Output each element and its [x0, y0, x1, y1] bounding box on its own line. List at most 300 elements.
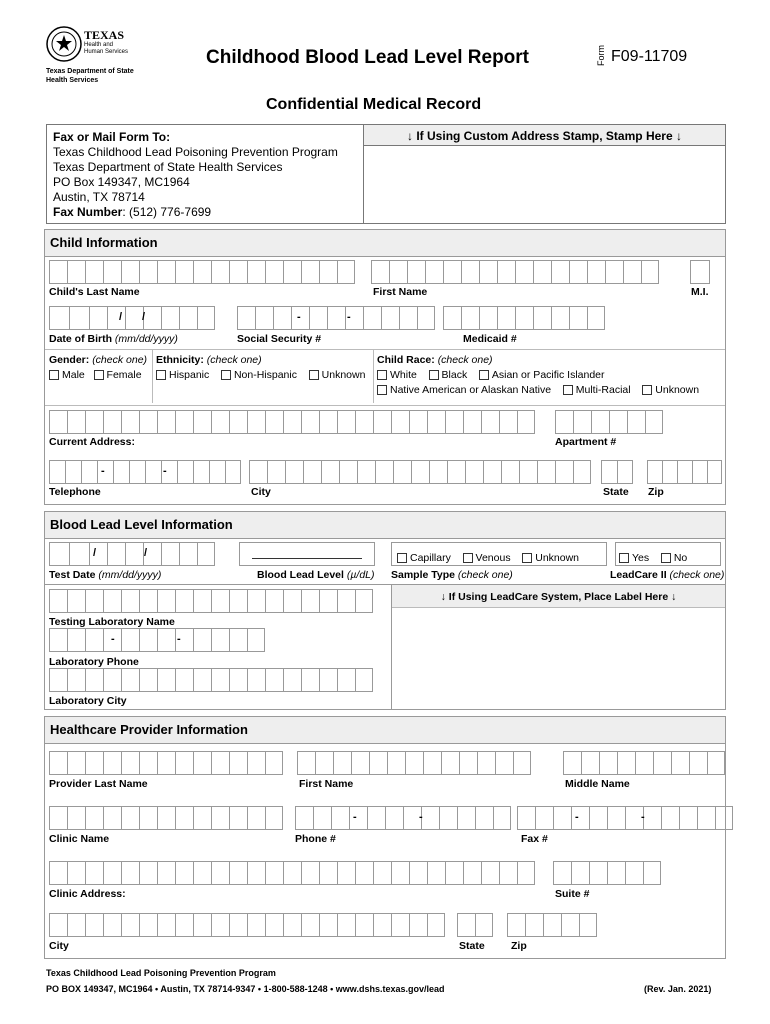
character-box[interactable]	[493, 806, 511, 830]
character-box[interactable]	[255, 306, 273, 330]
character-box[interactable]	[561, 913, 579, 937]
character-box[interactable]	[211, 410, 229, 434]
character-box[interactable]	[571, 806, 589, 830]
character-box[interactable]	[481, 861, 499, 885]
black-checkbox[interactable]	[429, 370, 439, 380]
character-box[interactable]	[211, 806, 229, 830]
character-box[interactable]	[265, 751, 283, 775]
character-box[interactable]	[417, 306, 435, 330]
character-box[interactable]	[103, 410, 121, 434]
character-box[interactable]	[391, 861, 409, 885]
character-box[interactable]	[69, 542, 89, 566]
character-box[interactable]	[113, 460, 129, 484]
character-box[interactable]	[67, 260, 85, 284]
character-box[interactable]	[515, 260, 533, 284]
clinic-phone-boxes[interactable]	[295, 806, 511, 830]
character-box[interactable]	[229, 806, 247, 830]
character-box[interactable]	[337, 410, 355, 434]
character-box[interactable]	[265, 260, 283, 284]
character-box[interactable]	[49, 460, 65, 484]
character-box[interactable]	[125, 306, 146, 330]
character-box[interactable]	[121, 260, 139, 284]
character-box[interactable]	[443, 260, 461, 284]
capillary-checkbox[interactable]	[397, 553, 407, 563]
test-date-boxes[interactable]	[49, 542, 215, 566]
leadcare-yes-checkbox[interactable]	[619, 553, 629, 563]
lab-city-boxes[interactable]	[49, 668, 373, 692]
character-box[interactable]	[385, 806, 403, 830]
character-box[interactable]	[319, 668, 337, 692]
character-box[interactable]	[551, 306, 569, 330]
character-box[interactable]	[175, 751, 193, 775]
character-box[interactable]	[589, 806, 607, 830]
character-box[interactable]	[265, 861, 283, 885]
character-box[interactable]	[337, 861, 355, 885]
character-box[interactable]	[375, 460, 393, 484]
character-box[interactable]	[319, 589, 337, 613]
character-box[interactable]	[89, 542, 107, 566]
character-box[interactable]	[349, 806, 367, 830]
female-checkbox[interactable]	[94, 370, 104, 380]
character-box[interactable]	[283, 913, 301, 937]
character-box[interactable]	[351, 751, 369, 775]
character-box[interactable]	[425, 260, 443, 284]
character-box[interactable]	[423, 751, 441, 775]
character-box[interactable]	[393, 460, 411, 484]
character-box[interactable]	[333, 751, 351, 775]
character-box[interactable]	[175, 806, 193, 830]
character-box[interactable]	[643, 806, 661, 830]
character-box[interactable]	[85, 589, 103, 613]
character-box[interactable]	[405, 751, 423, 775]
character-box[interactable]	[647, 460, 662, 484]
character-box[interactable]	[103, 260, 121, 284]
character-box[interactable]	[573, 410, 591, 434]
character-box[interactable]	[157, 806, 175, 830]
character-box[interactable]	[193, 806, 211, 830]
character-box[interactable]	[463, 861, 481, 885]
character-box[interactable]	[427, 410, 445, 434]
character-box[interactable]	[495, 751, 513, 775]
medicaid-boxes[interactable]	[443, 306, 605, 330]
character-box[interactable]	[67, 913, 85, 937]
character-box[interactable]	[229, 861, 247, 885]
character-box[interactable]	[411, 460, 429, 484]
male-checkbox[interactable]	[49, 370, 59, 380]
character-box[interactable]	[49, 806, 67, 830]
character-box[interactable]	[555, 410, 573, 434]
character-box[interactable]	[121, 589, 139, 613]
character-box[interactable]	[465, 460, 483, 484]
blood-lead-level-field[interactable]	[239, 542, 375, 566]
child-mi-box[interactable]	[690, 260, 710, 284]
character-box[interactable]	[267, 460, 285, 484]
character-box[interactable]	[447, 460, 465, 484]
character-box[interactable]	[193, 460, 209, 484]
ethnicity-unknown-checkbox[interactable]	[309, 370, 319, 380]
character-box[interactable]	[283, 861, 301, 885]
character-box[interactable]	[283, 668, 301, 692]
character-box[interactable]	[643, 861, 661, 885]
leadcare-no-checkbox[interactable]	[661, 553, 671, 563]
character-box[interactable]	[301, 410, 319, 434]
character-box[interactable]	[337, 913, 355, 937]
character-box[interactable]	[85, 628, 103, 652]
address-boxes[interactable]	[49, 410, 535, 434]
character-box[interactable]	[285, 460, 303, 484]
character-box[interactable]	[103, 668, 121, 692]
character-box[interactable]	[249, 460, 267, 484]
character-box[interactable]	[357, 460, 375, 484]
character-box[interactable]	[499, 861, 517, 885]
character-box[interactable]	[355, 410, 373, 434]
character-box[interactable]	[157, 861, 175, 885]
character-box[interactable]	[229, 751, 247, 775]
character-box[interactable]	[49, 913, 67, 937]
character-box[interactable]	[211, 589, 229, 613]
character-box[interactable]	[662, 460, 677, 484]
character-box[interactable]	[49, 751, 67, 775]
character-box[interactable]	[85, 806, 103, 830]
character-box[interactable]	[337, 668, 355, 692]
character-box[interactable]	[507, 913, 525, 937]
multi-racial-checkbox[interactable]	[563, 385, 573, 395]
character-box[interactable]	[49, 589, 67, 613]
character-box[interactable]	[193, 589, 211, 613]
character-box[interactable]	[427, 913, 445, 937]
character-box[interactable]	[247, 589, 265, 613]
hispanic-checkbox[interactable]	[156, 370, 166, 380]
character-box[interactable]	[103, 861, 121, 885]
character-box[interactable]	[389, 260, 407, 284]
clinic-fax-boxes[interactable]	[517, 806, 733, 830]
character-box[interactable]	[67, 628, 85, 652]
character-box[interactable]	[363, 306, 381, 330]
character-box[interactable]	[157, 260, 175, 284]
character-box[interactable]	[229, 668, 247, 692]
character-box[interactable]	[121, 410, 139, 434]
character-box[interactable]	[301, 861, 319, 885]
character-box[interactable]	[369, 751, 387, 775]
character-box[interactable]	[533, 260, 551, 284]
character-box[interactable]	[139, 410, 157, 434]
character-box[interactable]	[525, 913, 543, 937]
character-box[interactable]	[247, 861, 265, 885]
character-box[interactable]	[697, 806, 715, 830]
character-box[interactable]	[175, 861, 193, 885]
character-box[interactable]	[409, 861, 427, 885]
character-box[interactable]	[97, 460, 113, 484]
character-box[interactable]	[49, 410, 67, 434]
character-box[interactable]	[121, 668, 139, 692]
character-box[interactable]	[553, 806, 571, 830]
character-box[interactable]	[339, 460, 357, 484]
character-box[interactable]	[715, 806, 733, 830]
character-box[interactable]	[625, 861, 643, 885]
character-box[interactable]	[479, 306, 497, 330]
character-box[interactable]	[481, 410, 499, 434]
native-checkbox[interactable]	[377, 385, 387, 395]
character-box[interactable]	[265, 410, 283, 434]
character-box[interactable]	[579, 913, 597, 937]
child-first-name-boxes[interactable]	[371, 260, 659, 284]
character-box[interactable]	[85, 410, 103, 434]
character-box[interactable]	[145, 460, 161, 484]
character-box[interactable]	[283, 410, 301, 434]
character-box[interactable]	[409, 410, 427, 434]
character-box[interactable]	[463, 410, 481, 434]
character-box[interactable]	[373, 913, 391, 937]
character-box[interactable]	[237, 306, 255, 330]
character-box[interactable]	[689, 751, 707, 775]
ssn-boxes[interactable]	[237, 306, 435, 330]
character-box[interactable]	[157, 628, 175, 652]
character-box[interactable]	[309, 306, 327, 330]
character-box[interactable]	[139, 589, 157, 613]
character-box[interactable]	[157, 751, 175, 775]
character-box[interactable]	[225, 460, 241, 484]
character-box[interactable]	[193, 410, 211, 434]
character-box[interactable]	[313, 806, 331, 830]
character-box[interactable]	[65, 460, 81, 484]
suite-boxes[interactable]	[553, 861, 661, 885]
character-box[interactable]	[581, 751, 599, 775]
character-box[interactable]	[125, 542, 143, 566]
character-box[interactable]	[297, 751, 315, 775]
character-box[interactable]	[49, 260, 67, 284]
character-box[interactable]	[519, 460, 537, 484]
character-box[interactable]	[707, 460, 722, 484]
white-checkbox[interactable]	[377, 370, 387, 380]
character-box[interactable]	[501, 460, 519, 484]
character-box[interactable]	[517, 806, 535, 830]
character-box[interactable]	[175, 668, 193, 692]
character-box[interactable]	[49, 542, 69, 566]
character-box[interactable]	[587, 260, 605, 284]
lab-name-boxes[interactable]	[49, 589, 373, 613]
character-box[interactable]	[157, 589, 175, 613]
character-box[interactable]	[605, 260, 623, 284]
character-box[interactable]	[85, 751, 103, 775]
character-box[interactable]	[355, 668, 373, 692]
character-box[interactable]	[515, 306, 533, 330]
character-box[interactable]	[247, 751, 265, 775]
character-box[interactable]	[407, 260, 425, 284]
character-box[interactable]	[85, 668, 103, 692]
character-box[interactable]	[321, 460, 339, 484]
character-box[interactable]	[543, 913, 561, 937]
character-box[interactable]	[569, 260, 587, 284]
character-box[interactable]	[690, 260, 710, 284]
character-box[interactable]	[461, 260, 479, 284]
character-box[interactable]	[499, 410, 517, 434]
character-box[interactable]	[692, 460, 707, 484]
character-box[interactable]	[303, 460, 321, 484]
character-box[interactable]	[459, 751, 477, 775]
character-box[interactable]	[85, 913, 103, 937]
character-box[interactable]	[535, 806, 553, 830]
character-box[interactable]	[211, 628, 229, 652]
character-box[interactable]	[247, 410, 265, 434]
character-box[interactable]	[211, 668, 229, 692]
character-box[interactable]	[193, 628, 211, 652]
character-box[interactable]	[355, 861, 373, 885]
character-box[interactable]	[209, 460, 225, 484]
character-box[interactable]	[229, 628, 247, 652]
character-box[interactable]	[143, 306, 161, 330]
character-box[interactable]	[49, 861, 67, 885]
character-box[interactable]	[69, 306, 89, 330]
character-box[interactable]	[653, 751, 671, 775]
character-box[interactable]	[337, 260, 355, 284]
character-box[interactable]	[67, 668, 85, 692]
character-box[interactable]	[139, 913, 157, 937]
character-box[interactable]	[517, 410, 535, 434]
character-box[interactable]	[513, 751, 531, 775]
character-box[interactable]	[591, 410, 609, 434]
character-box[interactable]	[121, 628, 139, 652]
character-box[interactable]	[247, 628, 265, 652]
character-box[interactable]	[193, 668, 211, 692]
character-box[interactable]	[427, 861, 445, 885]
apartment-boxes[interactable]	[555, 410, 663, 434]
character-box[interactable]	[107, 306, 125, 330]
character-box[interactable]	[315, 751, 333, 775]
character-box[interactable]	[157, 913, 175, 937]
character-box[interactable]	[49, 628, 67, 652]
character-box[interactable]	[177, 460, 193, 484]
character-box[interactable]	[373, 410, 391, 434]
character-box[interactable]	[157, 668, 175, 692]
character-box[interactable]	[121, 913, 139, 937]
character-box[interactable]	[319, 410, 337, 434]
character-box[interactable]	[121, 751, 139, 775]
character-box[interactable]	[373, 861, 391, 885]
character-box[interactable]	[139, 751, 157, 775]
character-box[interactable]	[49, 306, 69, 330]
character-box[interactable]	[571, 861, 589, 885]
character-box[interactable]	[617, 460, 633, 484]
state-boxes[interactable]	[601, 460, 633, 484]
character-box[interactable]	[409, 913, 427, 937]
zip-boxes[interactable]	[647, 460, 722, 484]
character-box[interactable]	[265, 589, 283, 613]
character-box[interactable]	[337, 589, 355, 613]
character-box[interactable]	[319, 861, 337, 885]
character-box[interactable]	[175, 589, 193, 613]
character-box[interactable]	[429, 460, 447, 484]
character-box[interactable]	[391, 913, 409, 937]
character-box[interactable]	[139, 861, 157, 885]
character-box[interactable]	[477, 751, 495, 775]
character-box[interactable]	[497, 306, 515, 330]
character-box[interactable]	[193, 260, 211, 284]
character-box[interactable]	[265, 668, 283, 692]
character-box[interactable]	[441, 751, 459, 775]
character-box[interactable]	[247, 668, 265, 692]
character-box[interactable]	[399, 306, 417, 330]
character-box[interactable]	[301, 913, 319, 937]
character-box[interactable]	[139, 668, 157, 692]
character-box[interactable]	[443, 306, 461, 330]
character-box[interactable]	[175, 260, 193, 284]
character-box[interactable]	[197, 306, 215, 330]
character-box[interactable]	[601, 460, 617, 484]
character-box[interactable]	[67, 589, 85, 613]
character-box[interactable]	[387, 751, 405, 775]
character-box[interactable]	[445, 410, 463, 434]
character-box[interactable]	[355, 913, 373, 937]
character-box[interactable]	[301, 260, 319, 284]
character-box[interactable]	[157, 410, 175, 434]
sample-unknown-checkbox[interactable]	[522, 553, 532, 563]
character-box[interactable]	[139, 628, 157, 652]
character-box[interactable]	[103, 751, 121, 775]
lab-phone-boxes[interactable]	[49, 628, 265, 652]
character-box[interactable]	[457, 913, 475, 937]
character-box[interactable]	[103, 806, 121, 830]
provider-zip-boxes[interactable]	[507, 913, 597, 937]
character-box[interactable]	[355, 589, 373, 613]
character-box[interactable]	[623, 260, 641, 284]
character-box[interactable]	[211, 861, 229, 885]
race-unknown-checkbox[interactable]	[642, 385, 652, 395]
character-box[interactable]	[193, 861, 211, 885]
character-box[interactable]	[273, 306, 291, 330]
character-box[interactable]	[607, 861, 625, 885]
character-box[interactable]	[607, 806, 625, 830]
character-box[interactable]	[81, 460, 97, 484]
stamp-area[interactable]	[364, 146, 725, 223]
character-box[interactable]	[121, 861, 139, 885]
character-box[interactable]	[421, 806, 439, 830]
character-box[interactable]	[517, 861, 535, 885]
dob-boxes[interactable]	[49, 306, 215, 330]
character-box[interactable]	[197, 542, 215, 566]
provider-first-name-boxes[interactable]	[297, 751, 531, 775]
character-box[interactable]	[229, 260, 247, 284]
character-box[interactable]	[439, 806, 457, 830]
character-box[interactable]	[331, 806, 349, 830]
character-box[interactable]	[553, 861, 571, 885]
character-box[interactable]	[367, 806, 385, 830]
character-box[interactable]	[457, 806, 475, 830]
provider-last-name-boxes[interactable]	[49, 751, 283, 775]
character-box[interactable]	[551, 260, 569, 284]
character-box[interactable]	[175, 913, 193, 937]
character-box[interactable]	[645, 410, 663, 434]
character-box[interactable]	[129, 460, 145, 484]
character-box[interactable]	[175, 410, 193, 434]
clinic-name-boxes[interactable]	[49, 806, 283, 830]
character-box[interactable]	[89, 306, 107, 330]
character-box[interactable]	[677, 460, 692, 484]
asian-checkbox[interactable]	[479, 370, 489, 380]
character-box[interactable]	[483, 460, 501, 484]
character-box[interactable]	[707, 751, 725, 775]
provider-middle-name-boxes[interactable]	[563, 751, 725, 775]
character-box[interactable]	[391, 410, 409, 434]
character-box[interactable]	[265, 806, 283, 830]
provider-state-boxes[interactable]	[457, 913, 493, 937]
clinic-address-boxes[interactable]	[49, 861, 535, 885]
character-box[interactable]	[211, 260, 229, 284]
character-box[interactable]	[679, 806, 697, 830]
character-box[interactable]	[161, 542, 179, 566]
character-box[interactable]	[121, 806, 139, 830]
character-box[interactable]	[211, 913, 229, 937]
character-box[interactable]	[103, 913, 121, 937]
